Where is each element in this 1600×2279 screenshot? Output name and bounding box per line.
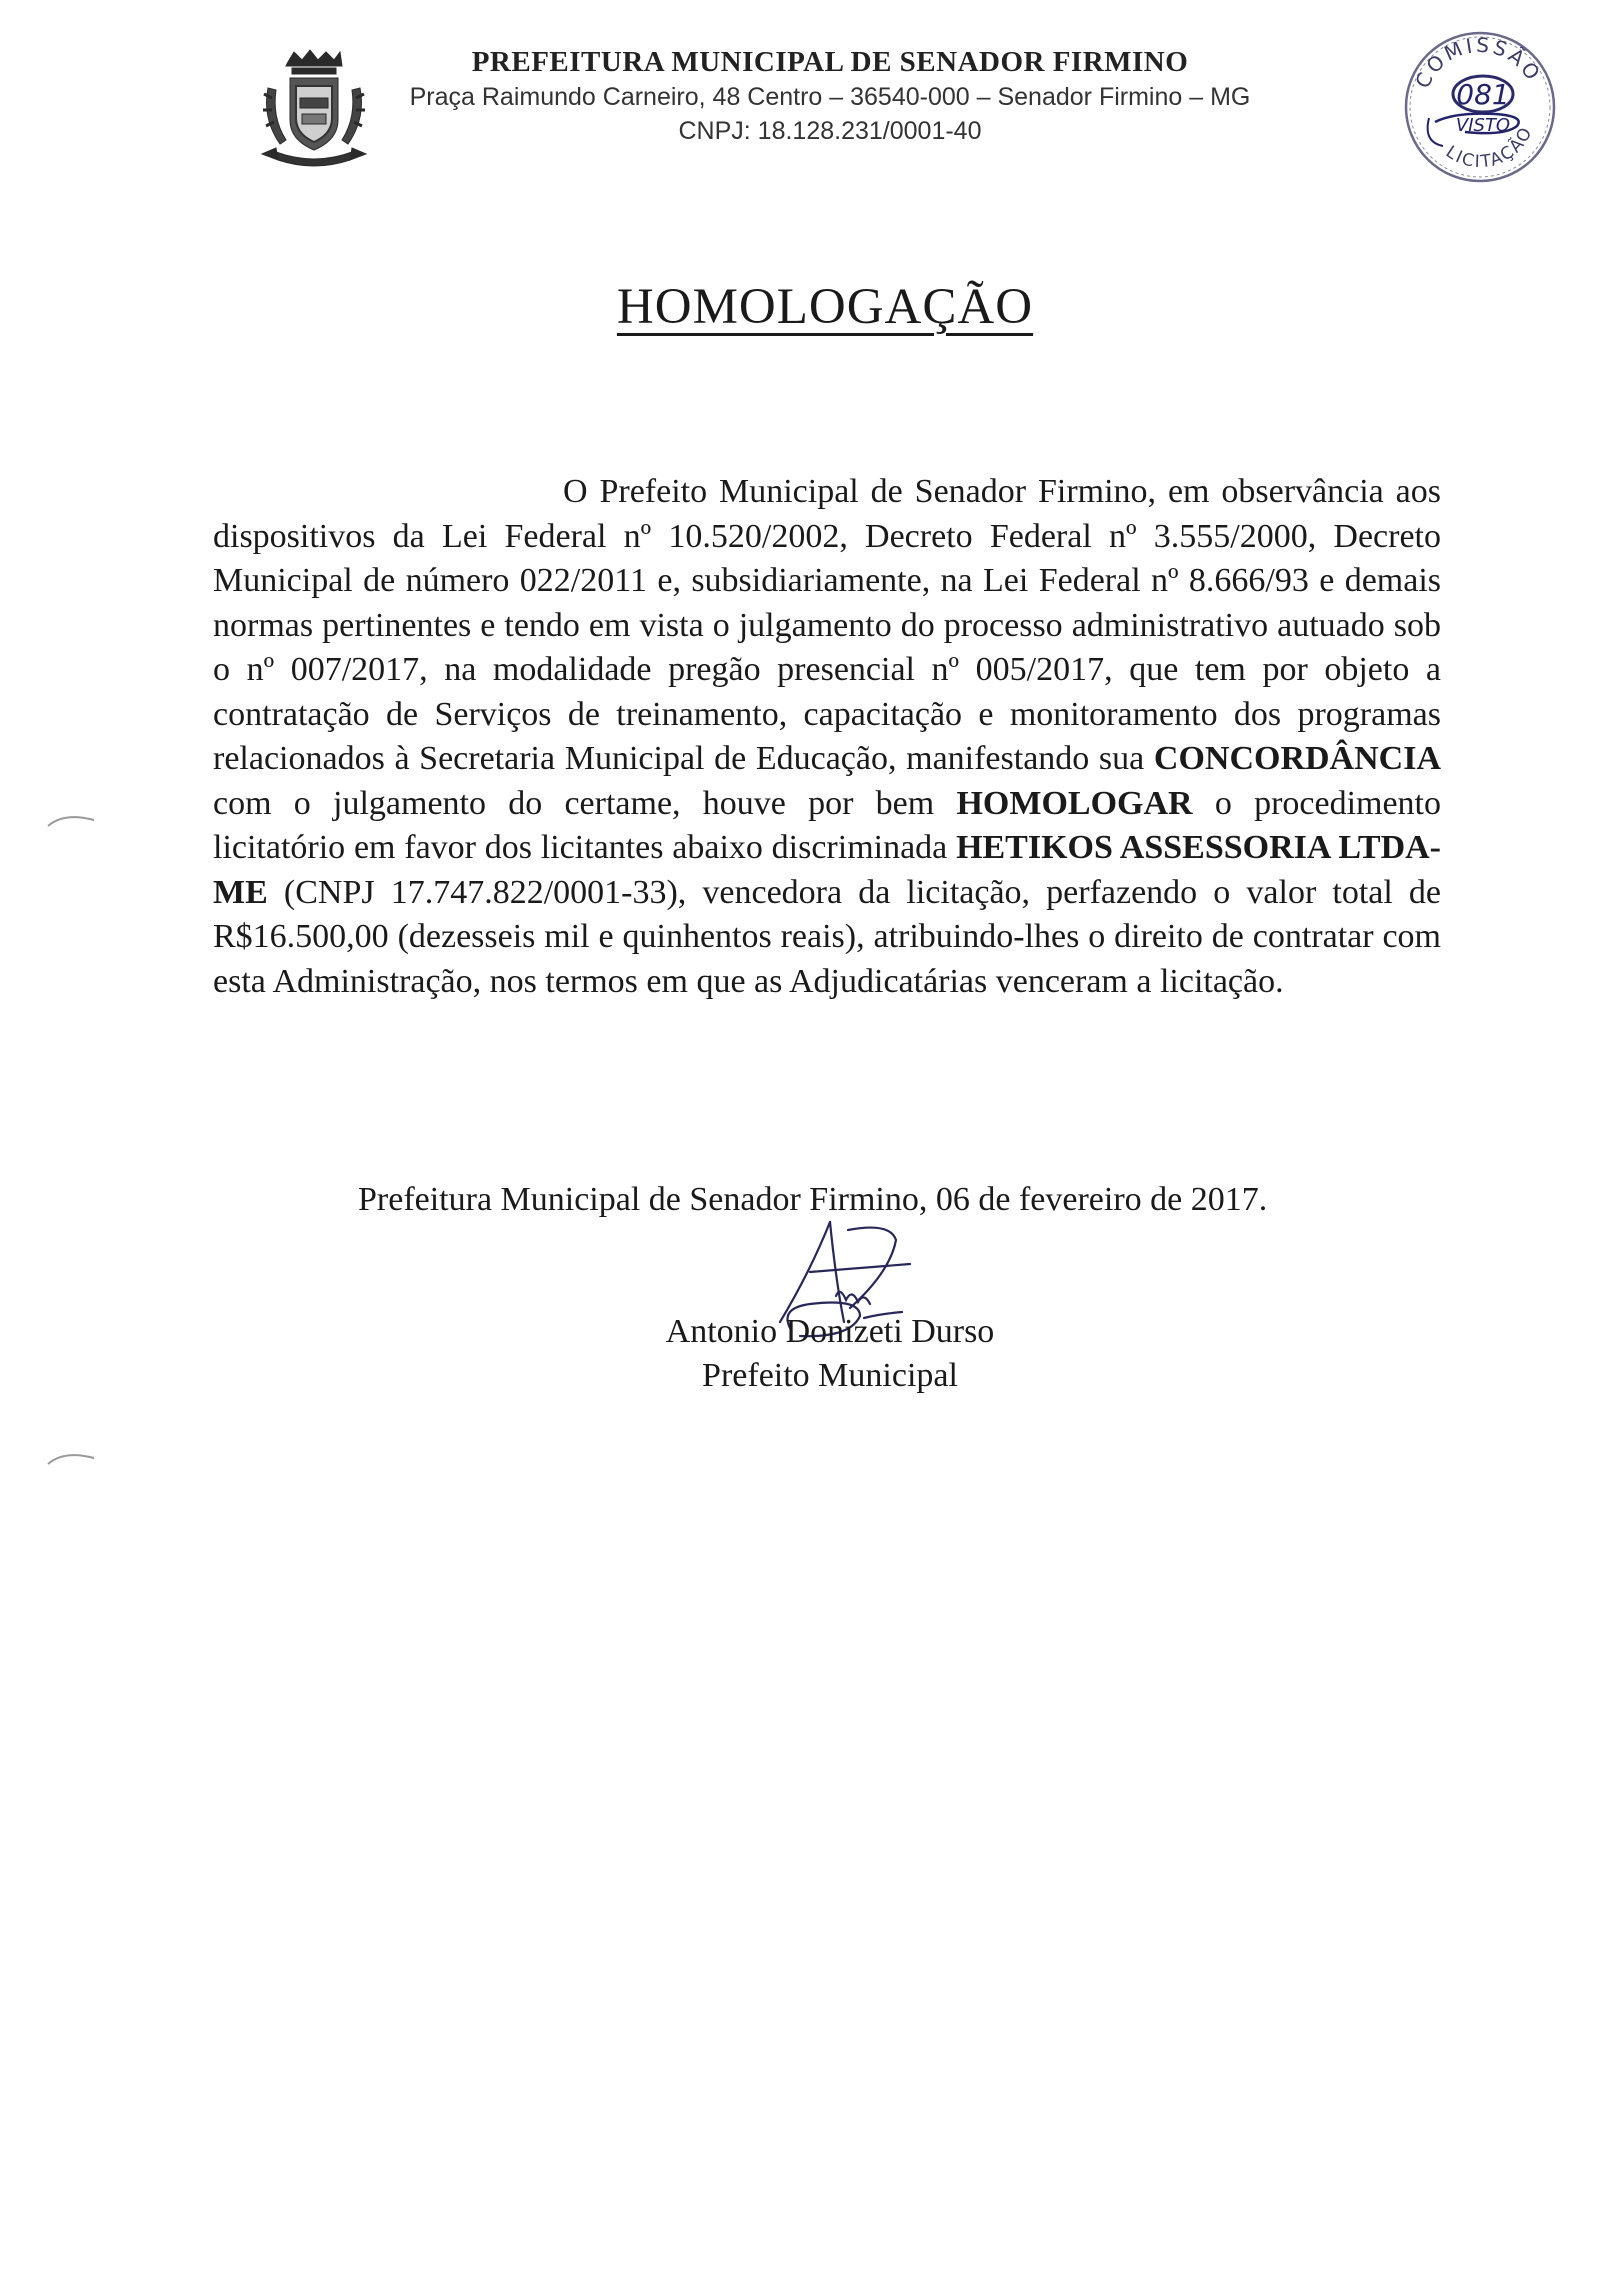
commission-stamp-icon — [1395, 22, 1565, 192]
svg-text:081: 081 — [1456, 78, 1510, 111]
municipality-address: Praça Raimundo Carneiro, 48 Centro – 36540-000 – Senador Firmino – MG — [409, 83, 1251, 111]
winner-company-name: HETIKOS ASSESSORIA LTDA-ME — [213, 829, 1442, 911]
municipality-cnpj: CNPJ: 18.128.231/0001-40 — [678, 117, 982, 145]
document-title: HOMOLOGAÇÃO — [616, 279, 1034, 335]
scan-mark — [44, 810, 104, 830]
place-and-date: Prefeitura Municipal de Senador Firmino, 06 de fevereiro de 2017. — [358, 1181, 1268, 1218]
svg-text:VISTO: VISTO — [1455, 115, 1511, 136]
municipality-name: PREFEITURA MUNICIPAL DE SENADOR FIRMINO — [471, 46, 1189, 78]
svg-text:LICITAÇÃO: LICITAÇÃO — [1442, 122, 1538, 173]
concordancia-emphasis: CONCORDÂNCIA — [1153, 740, 1441, 777]
municipal-coat-of-arms-icon — [258, 48, 370, 170]
homologation-paragraph: O Prefeito Municipal de Senador Firmino, em observância aos dispositivos da Lei Federal nº 10.520/2002, Decreto Federal nº 3.555/2000, Decreto Municipal de número 022/2011 e, subsidiariamente, na Lei Federal nº 8.666/93 e demais normas pertinentes e tendo em vista o julgamento do processo administrativo autuado sob o nº 007/2017, na modalidade pregão presencial nº 005/2017, que tem por objeto a contratação de Serviços de treinamento, capacitação e monitoramento dos programas relacionados à Secretaria Municipal de Educação, manifestando sua CONCORDÂNCIA com o julgamento do certame, houve por bem HOMOLOGAR o procedimento licitatório em favor dos licitantes abaixo discriminada HETIKOS ASSESSORIA LTDA-ME (CNPJ 17.747.822/0001-33), vencedora da licitação, perfazendo o valor total de R$16.500,00 (dezesseis mil e quinhentos reais), atribuindo-lhes o direito de contratar com esta Administração, nos termos em que as Adjudicatárias venceram a licitação. — [213, 473, 1442, 1000]
letterhead — [380, 44, 1280, 148]
svg-text:COMISSÃO: COMISSÃO — [1410, 32, 1547, 93]
scan-mark — [44, 1448, 104, 1468]
homologar-emphasis: HOMOLOGAR — [956, 784, 1193, 822]
signer-role: Prefeito Municipal — [702, 1357, 958, 1394]
signer-name: Antonio Donizeti Durso — [665, 1313, 995, 1350]
signature-block — [600, 1310, 1060, 1398]
